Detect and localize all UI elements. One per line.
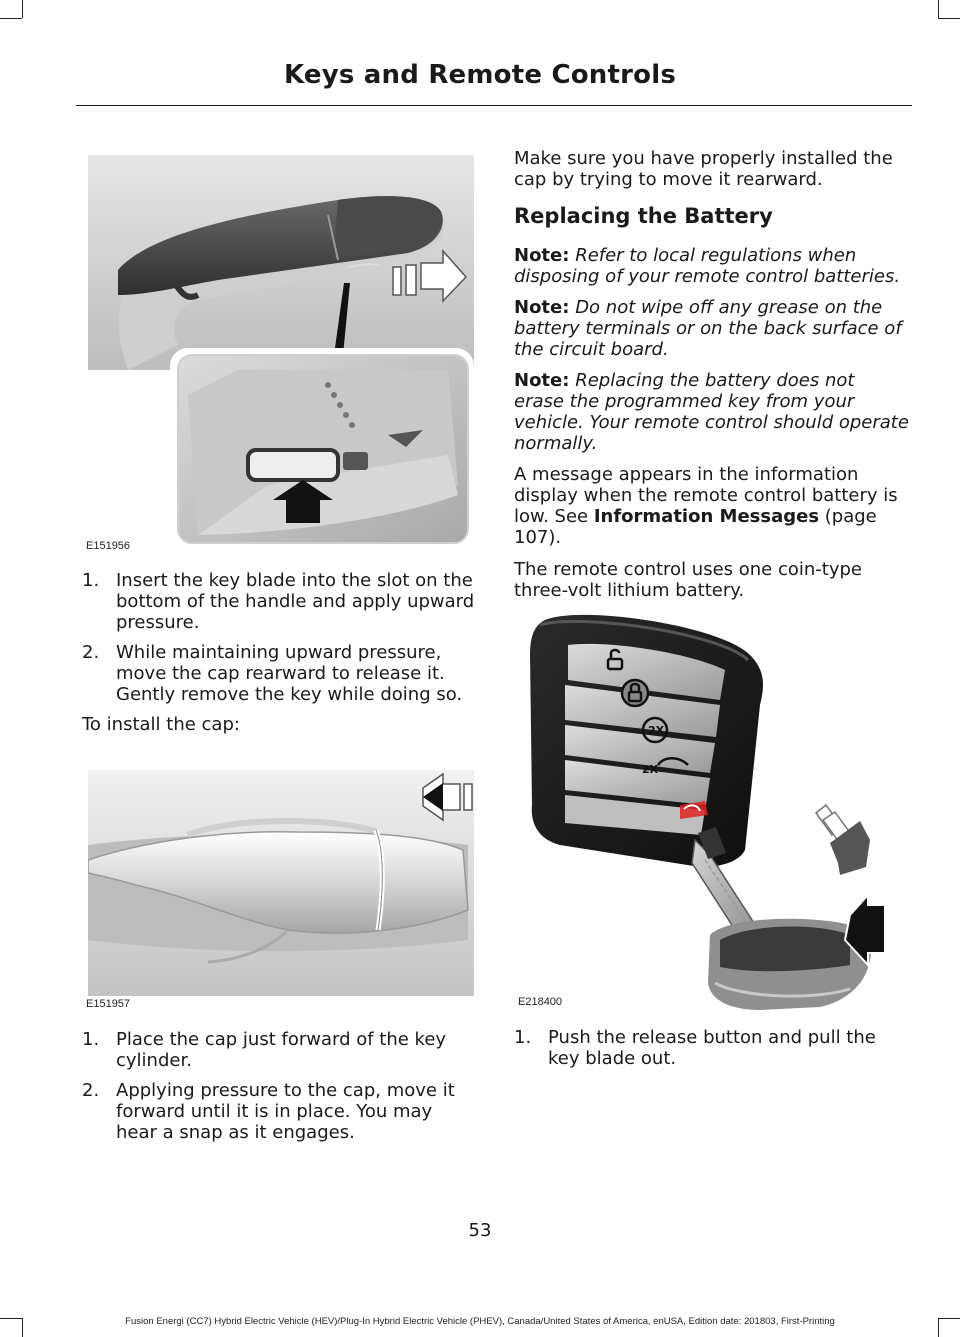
key-blade-steps bbox=[514, 1027, 910, 1078]
intro-text: Make sure you have properly installed the cap by trying to move it rearward. bbox=[514, 148, 893, 190]
list-item: 1. Insert the key blade into the slot on the bottom of the handle and apply upward pressure. bbox=[82, 570, 475, 633]
install-intro: To install the cap: bbox=[82, 714, 240, 735]
remote-start-2x-label: 2X bbox=[648, 724, 665, 737]
right-column bbox=[514, 148, 910, 612]
crop-mark bbox=[22, 0, 23, 18]
information-messages-link[interactable]: Information Messages bbox=[593, 506, 820, 527]
cap-install-steps bbox=[82, 1029, 476, 1152]
handle-cap-install-figure bbox=[88, 770, 474, 996]
battery-message-text: A message appears in the information display when the remote control battery is low. See Information Messages (page 107). bbox=[514, 464, 898, 548]
list-item: 1. Place the cap just forward of the key cylinder. bbox=[82, 1029, 447, 1071]
section-title: Replacing the Battery bbox=[514, 204, 773, 228]
trunk-2x-label: 2X bbox=[642, 763, 659, 776]
figure-code: E151956 bbox=[86, 540, 131, 552]
list-item: 2. While maintaining upward pressure, move the cap rearward to release it. Gently remove the key while doing so. bbox=[82, 642, 463, 705]
door-handle-figure bbox=[88, 155, 474, 553]
battery-type-text: The remote control uses one coin-type three-volt lithium battery. bbox=[514, 559, 862, 601]
footer-text: Fusion Energi (CC7) Hybrid Electric Vehicle (HEV)/Plug-In Hybrid Electric Vehicle (PHEV), Canada/United States of America, enUSA, Edition date: 201803, First-Printing bbox=[125, 1316, 835, 1327]
page-title: Keys and Remote Controls bbox=[284, 60, 676, 90]
note: Note: Do not wipe off any grease on the battery terminals or on the back surface of the circuit board. bbox=[514, 297, 902, 360]
list-item: 1. Push the release button and pull the key blade out. bbox=[514, 1027, 876, 1069]
key-fob-figure bbox=[520, 605, 910, 1015]
list-item: 2. Applying pressure to the cap, move it forward until it is in place. You may hear a snap as it engages. bbox=[82, 1080, 455, 1143]
crop-mark bbox=[938, 0, 939, 18]
figure-code: E151957 bbox=[86, 998, 131, 1010]
figure-code: E218400 bbox=[518, 996, 563, 1008]
note: Note: Refer to local regulations when disposing of your remote control batteries. bbox=[514, 245, 901, 287]
cap-removal-steps bbox=[82, 570, 476, 714]
note: Note: Replacing the battery does not erase the programmed key from your vehicle. Your remote control should operate normally. bbox=[514, 370, 909, 454]
header-rule bbox=[76, 105, 912, 106]
page-number: 53 bbox=[468, 1220, 492, 1241]
crop-mark bbox=[938, 18, 960, 19]
crop-mark bbox=[0, 18, 22, 19]
